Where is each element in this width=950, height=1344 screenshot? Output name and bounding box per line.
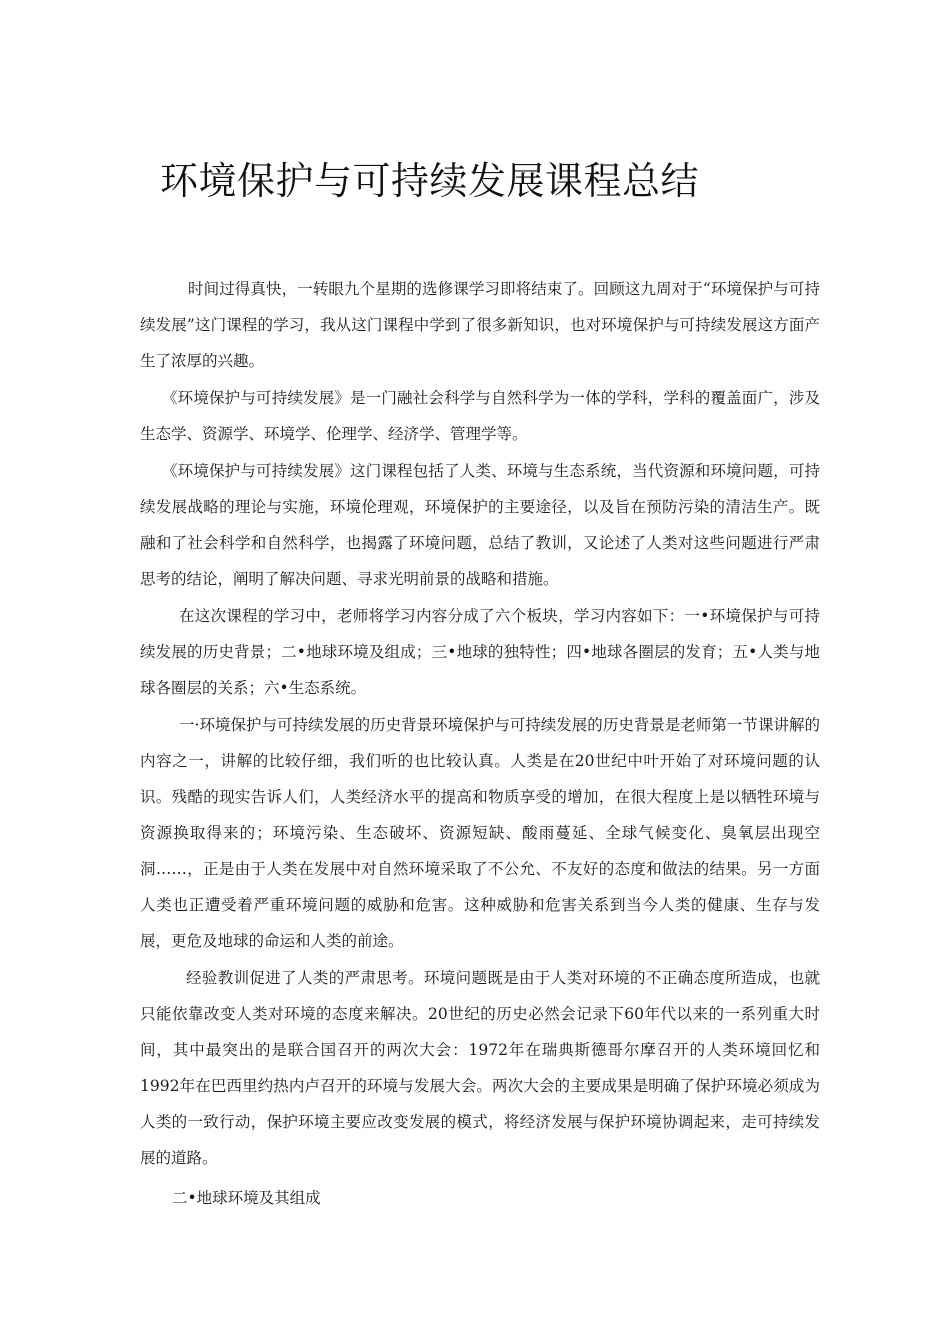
document-body	[140, 271, 820, 1216]
paragraph-course-definition: 《环境保护与可持续发展》是一门融社会科学与自然科学为一体的学科，学科的覆盖面广，涉及生态学、资源学、环境学、伦理学、经济学、管理学等。	[140, 389, 820, 443]
paragraph-intro: 时间过得真快，一转眼九个星期的选修课学习即将结束了。回顾这九周对于“环境保护与可持续发展”这门课程的学习，我从这门课程中学到了很多新知识，也对环境保护与可持续发展这方面产生了浓厚的兴趣。	[140, 280, 820, 370]
paragraph-six-sections: 在这次课程的学习中，老师将学习内容分成了六个板块，学习内容如下：一•环境保护与可持续发展的历史背景；二•地球环境及组成；三•地球的独特性；四•地球各圈层的发育；五•人类与地球各圈层的关系；六•生态系统。	[140, 607, 820, 697]
paragraph-course-content: 《环境保护与可持续发展》这门课程包括了人类、环境与生态系统，当代资源和环境问题，可持续发展战略的理论与实施，环境伦理观，环境保护的主要途径，以及旨在预防污染的清洁生产。既融和了社会科学和自然科学，也揭露了环境问题，总结了教训，又论述了人类对这些问题进行严肃思考的结论，阐明了解决问题、寻求光明前景的战略和措施。	[140, 462, 820, 588]
document-title: 环境保护与可持续发展课程总结	[160, 159, 700, 203]
section-heading-earth-environment: 二•地球环境及其组成	[172, 1189, 321, 1207]
paragraph-lessons-learned: 经验教训促进了人类的严肃思考。环境问题既是由于人类对环境的不正确态度所造成，也就只能依靠改变人类对环境的态度来解决。20世纪的历史必然会记录下60年代以来的一系列重大时间，其中最突出的是联合国召开的两次大会：1972年在瑞典斯德哥尔摩召开的人类环境回忆和1992年在巴西里约热内卢召开的环境与发展大会。两次大会的主要成果是明确了保护环境必须成为人类的一致行动，保护环境主要应改变发展的模式，将经济发展与保护环境协调起来，走可持续发展的道路。	[140, 969, 820, 1167]
paragraph-history-background: 一·环境保护与可持续发展的历史背景环境保护与可持续发展的历史背景是老师第一节课讲解的内容之一，讲解的比较仔细，我们听的也比较认真。人类是在20世纪中叶开始了对环境问题的认识。残酷的现实告诉人们，人类经济水平的提高和物质享受的增加，在很大程度上是以牺牲环境与资源换取得来的；环境污染、生态破坏、资源短缺、酸雨蔓延、全球气候变化、臭氧层出现空洞……，正是由于人类在发展中对自然环境采取了不公允、不友好的态度和做法的结果。另一方面人类也正遭受着严重环境问题的威胁和危害。这种威胁和危害关系到当今人类的健康、生存与发展，更危及地球的命运和人类的前途。	[140, 716, 820, 950]
